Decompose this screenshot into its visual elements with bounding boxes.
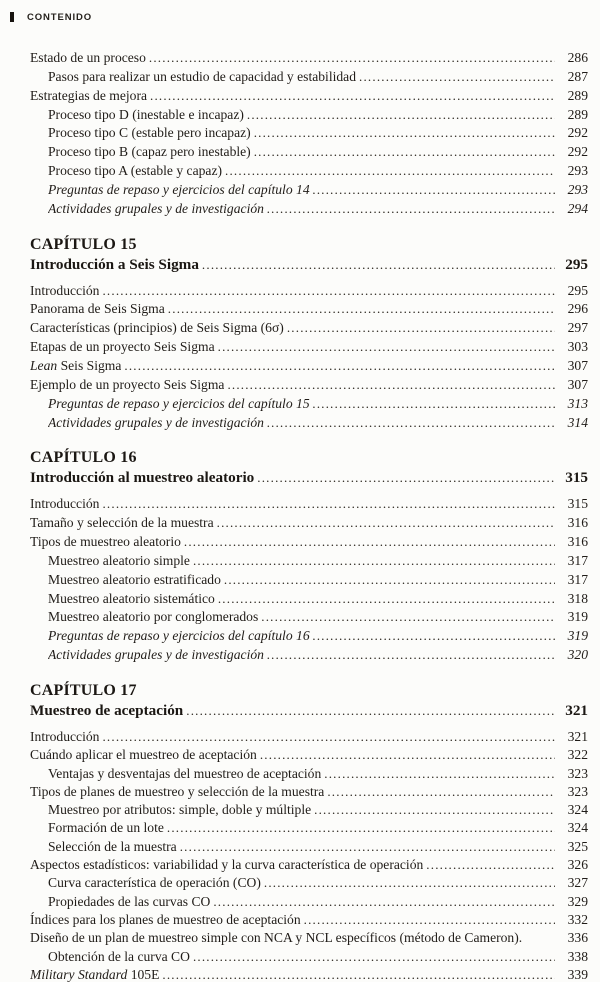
dot-leader <box>162 966 555 982</box>
toc-entry <box>30 627 588 646</box>
page-number: 292 <box>567 125 588 141</box>
page-number: 324 <box>567 820 588 836</box>
chapter-title-row <box>30 255 588 275</box>
entry-list <box>30 49 588 219</box>
toc-entry <box>30 728 588 746</box>
toc-entry <box>30 376 588 395</box>
entry-title: Panorama de Seis Sigma <box>30 301 165 317</box>
running-header <box>10 11 588 23</box>
toc-entry <box>30 319 588 338</box>
entry-title: Introducción <box>30 282 100 298</box>
dot-leader <box>359 68 555 87</box>
toc-entry <box>30 49 588 68</box>
dot-leader <box>102 495 555 514</box>
entry-title: Introducción <box>30 496 100 512</box>
chapter-section-15 <box>30 235 588 433</box>
dot-leader <box>124 357 555 376</box>
page-number: 338 <box>567 948 588 964</box>
page-number: 315 <box>565 469 588 487</box>
entry-title: Selección de la muestra <box>48 838 177 854</box>
chapter-title-row <box>30 701 588 721</box>
page-number: 319 <box>567 628 588 644</box>
dot-leader <box>227 376 555 395</box>
page-number: 317 <box>567 552 588 568</box>
dot-leader <box>193 552 555 571</box>
entry-title: Proceso tipo D (inestable e incapaz) <box>48 106 244 122</box>
entry-title: Proceso tipo A (estable y capaz) <box>48 163 223 179</box>
entry-title: Propiedades de las curvas CO <box>48 893 211 909</box>
page-number: 318 <box>567 590 588 606</box>
toc-entry <box>30 533 588 552</box>
dot-leader <box>287 319 555 338</box>
dot-leader <box>313 395 555 414</box>
entry-title: Pasos para realizar un estudio de capacidad y estabilidad <box>48 68 357 84</box>
page-number: 322 <box>567 747 588 763</box>
dot-leader <box>426 856 555 874</box>
page-number: 321 <box>567 728 588 744</box>
toc-entry <box>30 162 588 181</box>
entry-title: Muestreo aleatorio por conglomerados <box>48 609 259 625</box>
page-number: 307 <box>567 376 588 392</box>
page-number: 327 <box>567 875 588 891</box>
page-number: 287 <box>567 68 588 84</box>
entry-title: Muestreo por atributos: simple, doble y múltiple <box>48 802 312 818</box>
entry-title: Preguntas de repaso y ejercicios del capítulo 14 <box>48 181 310 197</box>
page-number: 323 <box>567 783 588 799</box>
entry-title: Muestreo aleatorio simple <box>48 552 190 568</box>
dot-leader <box>102 728 555 746</box>
page-number: 292 <box>567 144 588 160</box>
dot-leader <box>150 87 555 106</box>
dot-leader <box>264 874 555 892</box>
entry-title: Estado de un proceso <box>30 50 146 65</box>
entry-title: Actividades grupales y de investigación <box>48 414 264 430</box>
dot-leader <box>314 801 555 819</box>
dot-leader <box>102 282 555 301</box>
toc-entry <box>30 801 588 819</box>
toc-entry <box>30 338 588 357</box>
page-number: 295 <box>567 282 588 298</box>
toc-entry <box>30 838 588 856</box>
dot-leader <box>167 819 555 837</box>
entry-title: Obtención de la curva CO <box>48 948 190 964</box>
section-marker-icon <box>10 12 14 22</box>
dot-leader <box>324 765 555 783</box>
page-number: 336 <box>567 930 588 946</box>
toc-entry <box>30 181 588 200</box>
dot-leader <box>327 783 555 801</box>
toc-entry <box>30 893 588 911</box>
toc-entry <box>30 765 588 783</box>
entry-title: Actividades grupales y de investigación <box>48 647 264 663</box>
dot-leader <box>313 627 555 646</box>
entry-title: Proceso tipo B (capaz pero inestable) <box>48 144 251 160</box>
page-number: 317 <box>567 571 588 587</box>
dot-leader <box>261 608 555 627</box>
page-number: 295 <box>565 255 588 273</box>
page-number: 321 <box>565 701 588 719</box>
dot-leader <box>218 338 555 357</box>
toc-entry <box>30 124 588 143</box>
dot-leader <box>267 646 555 665</box>
dot-leader <box>267 414 555 433</box>
dot-leader <box>186 701 555 721</box>
page-number: 326 <box>567 857 588 873</box>
page-number: 297 <box>567 320 588 336</box>
page-number: 293 <box>567 181 588 197</box>
toc-entry <box>30 608 588 627</box>
page-number: 313 <box>567 395 588 411</box>
toc-entry <box>30 357 588 376</box>
toc-entry <box>30 143 588 162</box>
dot-leader <box>247 106 555 125</box>
toc-entry <box>30 746 588 764</box>
toc-entry <box>30 300 588 319</box>
toc-entry <box>30 106 588 125</box>
page-number: 303 <box>567 339 588 355</box>
entry-title: Muestreo aleatorio sistemático <box>48 590 215 606</box>
chapter-label: CAPÍTULO 15 <box>30 235 137 253</box>
chapter-label: CAPÍTULO 16 <box>30 449 137 467</box>
entry-title: Características (principios) de Seis Sigma (6σ) <box>30 320 284 336</box>
page-number: 314 <box>567 414 588 430</box>
toc-entry <box>30 929 588 947</box>
entry-title: Actividades grupales y de investigación <box>48 200 264 216</box>
toc-entry <box>30 966 588 982</box>
toc-entry <box>30 395 588 414</box>
entry-title: Ejemplo de un proyecto Seis Sigma <box>30 376 225 392</box>
page-number: 329 <box>567 893 588 909</box>
toc-entry <box>30 282 588 301</box>
dot-leader <box>218 590 555 609</box>
page-number: 320 <box>567 647 588 663</box>
dot-leader <box>304 911 555 929</box>
page-number: 294 <box>567 200 588 216</box>
toc-section-continued <box>30 49 588 219</box>
toc-entry <box>30 571 588 590</box>
toc-entry <box>30 552 588 571</box>
page-number: 307 <box>567 357 588 373</box>
chapter-title-row <box>30 468 588 488</box>
dot-leader <box>254 124 555 143</box>
toc-entry <box>30 87 588 106</box>
dot-leader <box>202 255 555 275</box>
toc-entry <box>30 911 588 929</box>
chapter-section-16 <box>30 448 588 665</box>
dot-leader <box>260 746 555 764</box>
entry-title: Introducción <box>30 728 100 744</box>
toc-entry <box>30 68 588 87</box>
entry-title: Muestreo aleatorio estratificado <box>48 571 221 587</box>
page-number: 289 <box>567 87 588 103</box>
entry-title: Military Standard 105E <box>30 966 160 982</box>
page-number: 324 <box>567 802 588 818</box>
page-number: 293 <box>567 163 588 179</box>
toc-entry <box>30 646 588 665</box>
entry-title: Preguntas de repaso y ejercicios del capítulo 15 <box>48 395 310 411</box>
toc-entry <box>30 514 588 533</box>
entry-title: Proceso tipo C (estable pero incapaz) <box>48 125 251 141</box>
toc-entry <box>30 414 588 433</box>
entry-title: Aspectos estadísticos: variabilidad y la curva característica de operación <box>30 857 424 873</box>
entry-title: Tipos de planes de muestreo y selección de la muestra <box>30 783 325 799</box>
page-number: 316 <box>567 534 588 550</box>
entry-title: Preguntas de repaso y ejercicios del capítulo 16 <box>48 628 310 644</box>
page-number: 315 <box>567 496 588 512</box>
entry-title: Tipos de muestreo aleatorio <box>30 534 181 550</box>
page-number: 286 <box>567 50 588 65</box>
toc-entry <box>30 783 588 801</box>
running-header-label: CONTENIDO <box>27 11 93 23</box>
entry-title: Lean Seis Sigma <box>30 357 122 373</box>
toc-entry <box>30 495 588 514</box>
dot-leader <box>313 181 555 200</box>
dot-leader <box>257 468 555 488</box>
toc-entry <box>30 856 588 874</box>
entry-list <box>30 728 588 982</box>
entry-title: Estrategias de mejora <box>30 87 148 103</box>
table-of-contents <box>30 49 588 982</box>
entry-title: Introducción a Seis Sigma <box>30 255 199 273</box>
page-number: 339 <box>567 966 588 982</box>
entry-title: Curva característica de operación (CO) <box>48 875 261 891</box>
page-number: 325 <box>567 838 588 854</box>
toc-entry <box>30 948 588 966</box>
dot-leader <box>267 200 555 219</box>
entry-title: Tamaño y selección de la muestra <box>30 515 214 531</box>
dot-leader <box>180 838 555 856</box>
dot-leader <box>184 533 555 552</box>
entry-title: Cuándo aplicar el muestreo de aceptación <box>30 747 257 763</box>
dot-leader <box>193 948 555 966</box>
toc-entry <box>30 819 588 837</box>
toc-entry <box>30 874 588 892</box>
dot-leader <box>254 143 555 162</box>
entry-title: Formación de un lote <box>48 820 164 836</box>
page-number: 316 <box>567 515 588 531</box>
entry-list <box>30 282 588 433</box>
dot-leader <box>224 571 555 590</box>
entry-list <box>30 495 588 665</box>
entry-title: Muestreo de aceptación <box>30 701 184 719</box>
entry-title: Etapas de un proyecto Seis Sigma <box>30 339 215 355</box>
toc-entry <box>30 590 588 609</box>
chapter-section-17 <box>30 681 588 982</box>
page-number: 289 <box>567 106 588 122</box>
entry-title: Introducción al muestreo aleatorio <box>30 469 255 487</box>
entry-title: Índices para los planes de muestreo de aceptación <box>30 911 301 927</box>
page-number: 296 <box>567 301 588 317</box>
dot-leader <box>217 514 555 533</box>
dot-leader <box>149 49 555 68</box>
entry-title: Ventajas y desventajas del muestreo de aceptación <box>48 765 322 781</box>
page-number: 319 <box>567 609 588 625</box>
dot-leader <box>168 300 555 319</box>
page-number: 332 <box>567 911 588 927</box>
dot-leader <box>225 162 555 181</box>
toc-entry <box>30 200 588 219</box>
page-number: 323 <box>567 765 588 781</box>
dot-leader <box>213 893 555 911</box>
chapter-label: CAPÍTULO 17 <box>30 681 137 699</box>
entry-title: Diseño de un plan de muestreo simple con NCA y NCL específicos (método de Cameron). <box>30 930 523 946</box>
